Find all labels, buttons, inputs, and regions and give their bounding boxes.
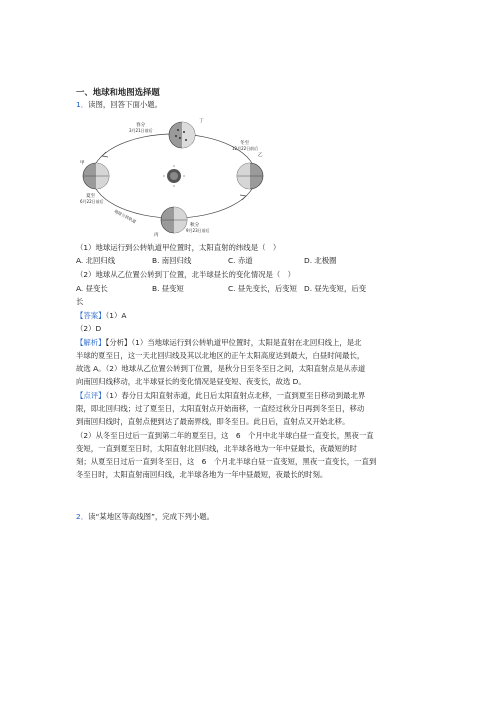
answer-line-1 (76, 311, 126, 321)
analysis-line: 故选 A。（2）地球从乙位置公转到丁位置，是秋分日至冬至日之间，太阳直射点是从赤道 (76, 364, 366, 373)
option-d: D. 昼先变短，后变 (304, 284, 367, 293)
yi-label: 乙 (258, 153, 263, 158)
comment-line: 【点评】（1）春分日太阳直射赤道，此日后太阳直射点北移，一直到夏至日移动到最北界 (76, 391, 366, 400)
winter-date: 12月22日前后 (232, 146, 259, 151)
option-a: A. 北回归线 (76, 256, 116, 265)
comment-line: 冬至日时，太阳直射南回归线，北半球各地为一年中昼最短，夜最长的时刻。 (76, 470, 328, 479)
comment-line: 限，即北回归线；过了夏至日，太阳直射点开始南移，一直经过秋分日再到冬至日，移动 (76, 404, 365, 413)
question-text: 读“某地区等高线图”，完成下列小题。 (88, 512, 215, 521)
autumn-label: 秋分 (190, 223, 200, 228)
autumn-date: 9月23日前后 (186, 228, 210, 233)
earth-orbit-diagram (74, 112, 274, 240)
sub-question-1: （1）地球运行到公转轨道甲位置时，太阳直射的纬线是（ ） (76, 243, 281, 252)
section-title: 一、地球和地图选择题 (76, 87, 160, 97)
ding-label: 丁 (199, 119, 204, 124)
jia-label: 甲 (80, 161, 85, 166)
sub-question-2: （2）地球从乙位置公转到丁位置，北半球昼长的变化情况是（ ） (76, 270, 296, 279)
option-b: B. 昼变短 (152, 284, 184, 293)
answer-1: （1）A (105, 311, 127, 320)
option-c: C. 赤道 (228, 256, 253, 265)
question-number: 2 (76, 512, 81, 521)
question-text: 读图，回答下面小题。 (88, 100, 163, 109)
comment-line: 到南回归线时，直射点便到达了最南界线，即冬至日。此日后，直射点又开始北移。 (76, 417, 350, 426)
comment-line: 变短，一直到夏至日时，太阳直射北回归线，北半球各地为一年中昼最长，夜最短的时 (76, 444, 357, 453)
comment-line: （2）从冬至日过后一直到第二年的夏至日，这 6 个月中北半球白昼一直变长，黑夜一直 (76, 431, 374, 440)
answer-2: （2）D (76, 324, 102, 333)
spring-date: 3月21日前后 (129, 128, 153, 133)
question-1-stem: 1．读图，回答下面小题。 (76, 100, 163, 109)
option-d: D. 北极圈 (304, 256, 337, 265)
winter-label: 冬至 (240, 141, 250, 146)
option-c: C. 昼先变长，后变短 (228, 284, 297, 293)
analysis-tag: 【解析】 (76, 338, 106, 347)
bing-label: 丙 (154, 233, 159, 238)
option-d-wrap: 长 (76, 297, 84, 306)
orbit-label: 地球公转轨道 (113, 208, 138, 225)
spring-label: 春分 (136, 123, 146, 128)
option-b: B. 南回归线 (152, 256, 192, 265)
summer-label: 夏至 (86, 194, 96, 199)
comment-tag: 【点评】 (76, 391, 106, 400)
option-a: A. 昼变长 (76, 284, 108, 293)
question-2-stem: 2．读“某地区等高线图”，完成下列小题。 (76, 512, 215, 521)
summer-date: 6月22日前后 (80, 199, 104, 204)
analysis-line: 半球的夏至日，这一天北回归线及其以北地区的正午太阳高度达到最大，白昼时间最长， (76, 351, 365, 360)
comment-line: 刻；从夏至日过后一直到冬至日，这 6 个月北半球白昼一直变短，黑夜一直变长，一直到 (76, 457, 377, 466)
analysis-line: 向南回归线移动，北半球昼长的变化情况是昼变短、夜变长，故选 D。 (76, 377, 306, 386)
question-number: 1 (76, 100, 81, 109)
answer-tag: 【答案】 (76, 311, 106, 320)
analysis-line: 【解析】【分析】（1）当地球运行到公转轨道甲位置时，太阳是直射在北回归线上，是北 (76, 338, 362, 347)
